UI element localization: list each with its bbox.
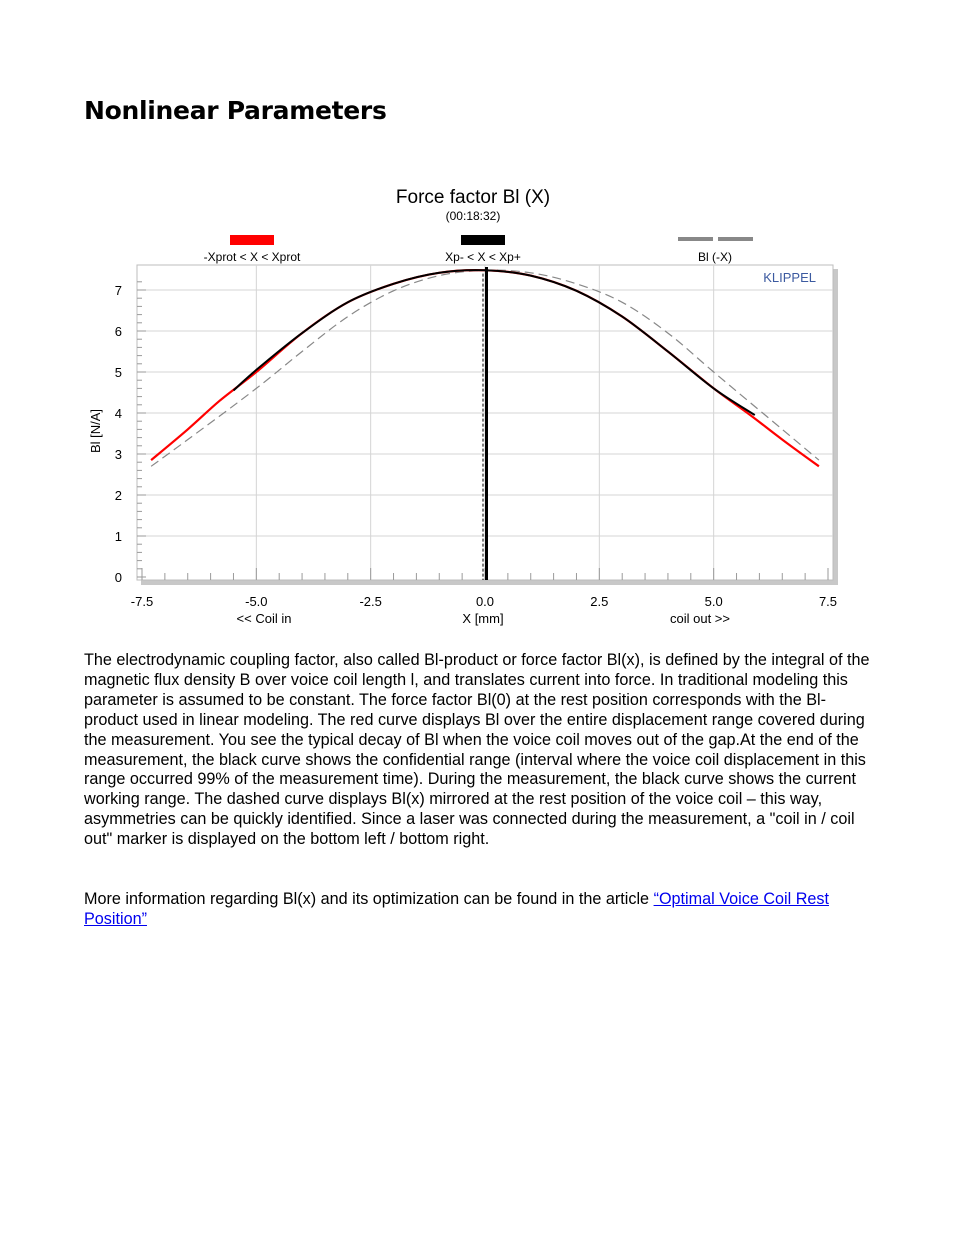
more-info-paragraph xyxy=(84,890,874,930)
y-tick-label: 1 xyxy=(114,529,122,544)
chart-title: Force factor Bl (X) xyxy=(395,187,551,208)
y-tick-label: 7 xyxy=(114,283,122,298)
force-factor-chart xyxy=(80,178,860,633)
coil-in-label: << Coil in xyxy=(236,611,292,626)
legend-swatch-dashed xyxy=(678,237,713,241)
y-tick-label: 4 xyxy=(114,406,122,421)
y-tick-label: 0 xyxy=(114,570,122,585)
x-tick-label: 0.0 xyxy=(475,594,495,609)
x-tick-label: 5.0 xyxy=(704,594,723,609)
x-tick-label: 7.5 xyxy=(818,594,838,609)
more-info-text: More information regarding Bl(x) and its optimization can be found in the article xyxy=(84,890,654,908)
y-tick-label: 3 xyxy=(114,447,122,462)
x-tick-label: -5.0 xyxy=(245,594,268,609)
watermark-klippel: KLIPPEL xyxy=(763,270,816,285)
legend-label: -Xprot < X < Xprot xyxy=(203,250,301,264)
legend-swatch-dashed xyxy=(718,237,753,241)
y-tick-label: 2 xyxy=(114,488,122,503)
chart-subtitle: (00:18:32) xyxy=(445,209,501,223)
legend-swatch xyxy=(461,235,505,245)
y-axis-label: Bl [N/A] xyxy=(88,408,103,454)
description-paragraph: The electrodynamic coupling factor, also called Bl-product or force factor Bl(x), is defined by the integral of the magnetic flux density B over voice coil length l, and translates current into force. In traditional modeling this parameter is assumed to be constant. The force factor Bl(0) at the rest position corresponds with the Bl-product used in linear modeling. The red curve displays Bl over the entire displacement range covered during the measurement. You see the typical decay of Bl when the voice coil moves out of the gap.At the end of the measurement, the black curve shows the confidential range (interval where the voice coil displacement in this range occurred 99% of the measurement time). During the measurement, the black curve shows the current working range. The dashed curve displays Bl(x) mirrored at the rest position of the voice coil – this way, asymmetries can be quickly identified. Since a laser was connected during the measurement, a "coil in / coil out" marker is displayed on the bottom left / bottom right. xyxy=(84,651,870,849)
x-tick-label: -2.5 xyxy=(359,594,382,609)
y-tick-label: 6 xyxy=(114,324,122,339)
y-tick-label: 5 xyxy=(114,365,122,380)
chart-legend xyxy=(204,235,753,264)
x-axis-label: X [mm] xyxy=(462,611,504,626)
legend-label: Xp- < X < Xp+ xyxy=(445,250,521,264)
page-title: Nonlinear Parameters xyxy=(84,96,387,125)
optimal-rest-position-link[interactable]: “Optimal Voice Coil Rest Position” xyxy=(84,890,829,928)
legend-swatch xyxy=(230,235,274,245)
legend-label: Bl (-X) xyxy=(698,250,732,264)
x-tick-label: -7.5 xyxy=(130,594,154,609)
coil-out-label: coil out >> xyxy=(670,611,730,626)
x-tick-label: 2.5 xyxy=(590,594,609,609)
